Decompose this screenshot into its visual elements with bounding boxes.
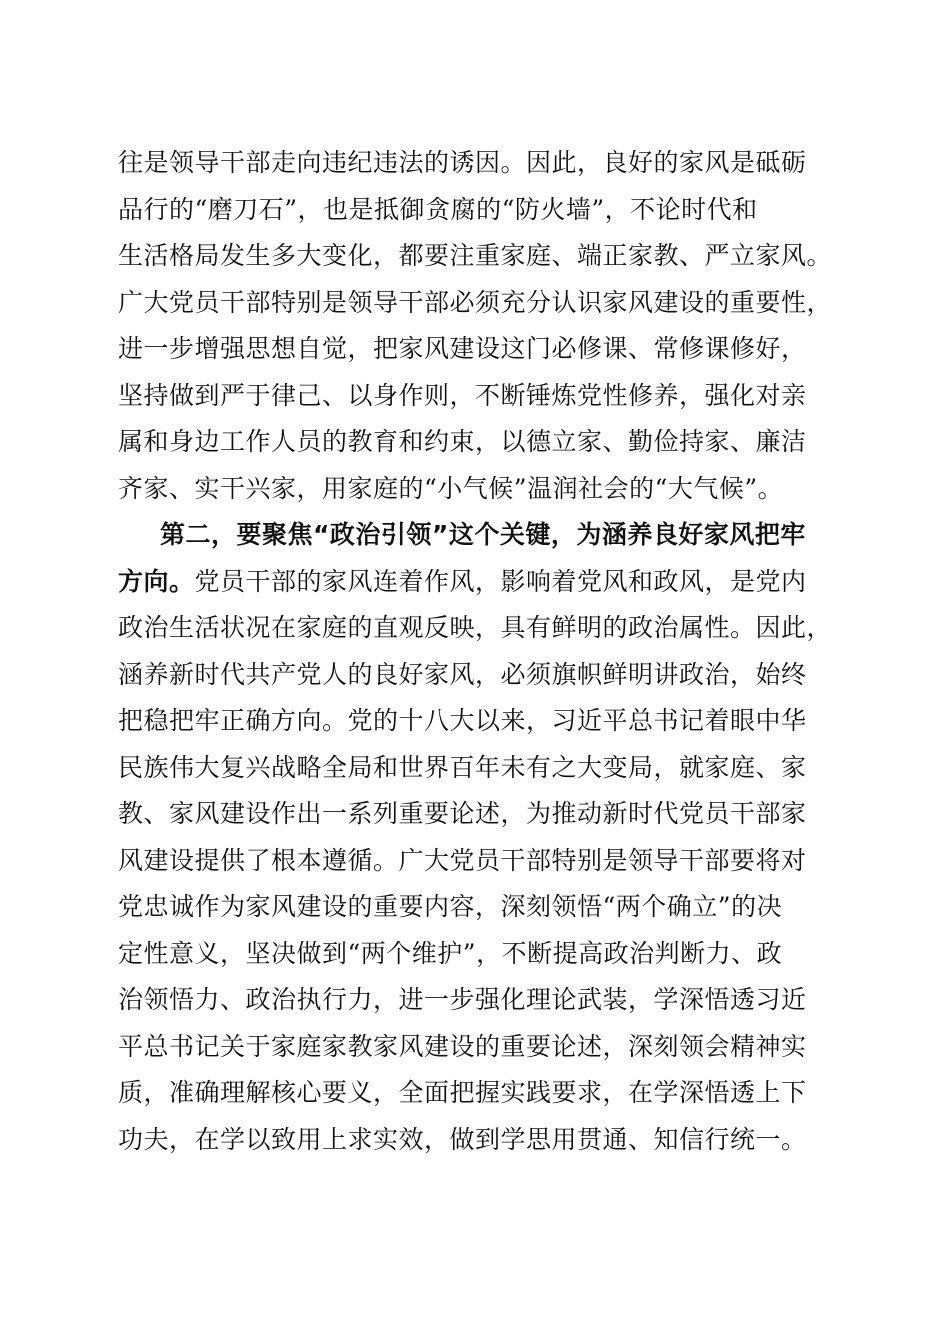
- text-line: 平总书记关于家庭家教家风建设的重要论述，深刻领会精神实: [118, 1032, 807, 1061]
- text-line: 品行的“磨刀石”，也是抵御贪腐的“防火墙”，不论时代和: [118, 195, 758, 224]
- text-line: 坚持做到严于律己、以身作则，不断锤炼党性修养，强化对亲: [118, 381, 807, 410]
- text-line: 党忠诚作为家风建设的重要内容，深刻领悟“两个确立”的决: [118, 892, 783, 921]
- text-line: 属和身边工作人员的教育和约束，以德立家、勤俭持家、廉洁: [118, 427, 807, 456]
- text-line: 生活格局发生多大变化，都要注重家庭、端正家教、严立家风。: [118, 241, 833, 270]
- text-line: 广大党员干部特别是领导干部必须充分认识家风建设的重要性，: [118, 288, 833, 317]
- text-line: 把稳把牢正确方向。党的十八大以来，习近平总书记着眼中华: [118, 706, 807, 735]
- text-line: 涵养新时代共产党人的良好家风，必须旗帜鲜明讲政治，始终: [118, 660, 807, 689]
- text-line: 往是领导干部走向违纪违法的诱因。因此，良好的家风是砥砺: [118, 148, 807, 177]
- text-line: 民族伟大复兴战略全局和世界百年未有之大变局，就家庭、家: [118, 753, 807, 782]
- text-line: 治领悟力、政治执行力，进一步强化理论武装，学深悟透习近: [118, 985, 807, 1014]
- text-line: 功夫，在学以致用上求实效，做到学思用贯通、知信行统一。: [118, 1125, 807, 1154]
- text-line: 政治生活状况在家庭的直观反映，具有鲜明的政治属性。因此，: [118, 613, 833, 642]
- text-line: [118, 569, 807, 594]
- paragraph-heading: 第二，要聚焦“政治引领”这个关键，为涵养良好家风把牢: [160, 520, 806, 549]
- text-line-rest: 党员干部的家风连着作风，影响着党风和政风，是党内: [194, 567, 807, 596]
- text-line: 教、家风建设作出一系列重要论述，为推动新时代党员干部家: [118, 799, 807, 828]
- text-line: 齐家、实干兴家，用家庭的“小气候”温润社会的“大气候”。: [118, 474, 784, 503]
- text-line: 质，准确理解核心要义，全面把握实践要求，在学深悟透上下: [118, 1078, 807, 1107]
- paragraph-heading-end: 方向。: [118, 567, 195, 596]
- text-line: 风建设提供了根本遵循。广大党员干部特别是领导干部要将对: [118, 846, 807, 875]
- text-line: 进一步增强思想自觉，把家风建设这门必修课、常修课修好，: [118, 334, 807, 363]
- text-line: 定性意义，坚决做到“两个维护”，不断提高政治判断力、政: [118, 939, 783, 968]
